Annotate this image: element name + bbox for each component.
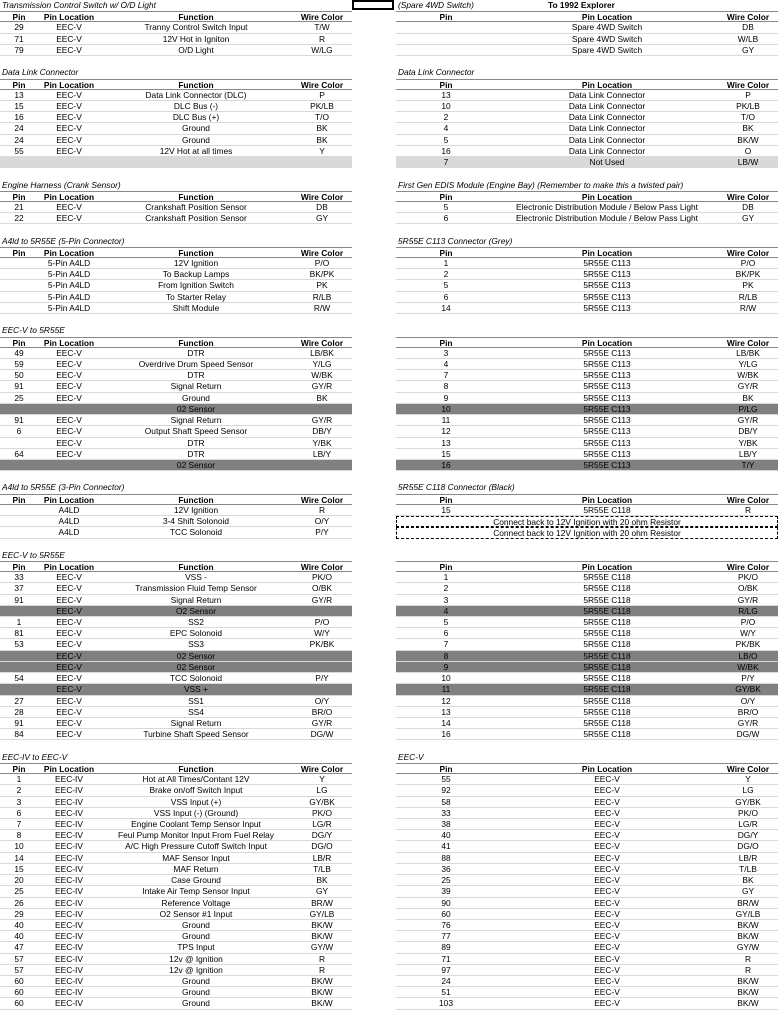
table-row: 6 5R55E C113 R/LB [396, 292, 778, 303]
table-row: EEC-V 02 Sensor [0, 651, 352, 662]
table-row: 50 EEC-V DTR W/BK [0, 370, 352, 381]
table-row: 12 5R55E C113 DB/Y [396, 426, 778, 437]
section-title: EEC-V [398, 751, 424, 762]
column-header-row: Pin Pin Location Wire Color [396, 763, 778, 774]
column-header-row: Pin Pin Location Wire Color [396, 11, 778, 22]
table-row: 13 EEC-V Data Link Connector (DLC) P [0, 90, 352, 101]
table-row: 55 EEC-V Y [396, 774, 778, 785]
section-title: Transmission Control Switch w/ O/D Light [2, 0, 156, 10]
table-row: 60 EEC-V GY/LB [396, 909, 778, 920]
table-row: 59 EEC-V Overdrive Drum Speed Sensor Y/LG [0, 359, 352, 370]
table-row: 6 EEC-IV VSS Input (-) (Ground) PK/O [0, 808, 352, 819]
table-row: 25 EEC-V BK [396, 875, 778, 886]
table-row: 71 EEC-V 12V Hot in Igniton R [0, 34, 352, 45]
table-row: 55 EEC-V 12V Hot at all times Y [0, 146, 352, 157]
table-row: 5 5R55E C118 P/O [396, 617, 778, 628]
table-row: 40 EEC-IV Ground BK/W [0, 920, 352, 931]
table-row: 14 5R55E C113 R/W [396, 303, 778, 314]
table-row: 6 5R55E C118 W/Y [396, 628, 778, 639]
table-row: 27 EEC-V SS1 O/Y [0, 696, 352, 707]
table-row: 10 5R55E C113 P/LG [396, 404, 778, 415]
table-row: 8 5R55E C113 GY/R [396, 381, 778, 392]
table-row: 4 Data Link Connector BK [396, 123, 778, 134]
section-title: Engine Harness (Crank Sensor) [2, 179, 121, 190]
table-row: 2 5R55E C113 BK/PK [396, 269, 778, 280]
table-row: 1 5R55E C118 PK/O [396, 572, 778, 583]
table-row: 7 5R55E C118 PK/BK [396, 639, 778, 650]
table-row: 25 EEC-V Ground BK [0, 393, 352, 404]
left-column [0, 0, 352, 1010]
table-row: 5-Pin A4LD To Starter Relay R/LB [0, 292, 352, 303]
table-row: A4LD TCC Solonoid P/Y [0, 527, 352, 538]
table-row: 4 5R55E C113 Y/LG [396, 359, 778, 370]
table-row: 53 EEC-V SS3 PK/BK [0, 639, 352, 650]
resistor-note: Connect back to 12V Ignition with 20 ohm Resistor [396, 527, 778, 538]
table-row: 1 5R55E C113 P/O [396, 258, 778, 269]
column-header-row: Pin Pin Location Wire Color [396, 247, 778, 258]
table-row: 5 Data Link Connector BK/W [396, 135, 778, 146]
table-row: 77 EEC-V BK/W [396, 931, 778, 942]
table-row: 15 EEC-V DLC Bus (-) PK/LB [0, 101, 352, 112]
section-title: A4ld to 5R55E (5-Pin Connector) [2, 235, 125, 246]
table-row: 02 Sensor [0, 404, 352, 415]
table-row: 3 5R55E C113 LB/BK [396, 348, 778, 359]
section-title: 5R55E C113 Connector (Grey) [398, 235, 513, 246]
table-row: 9 5R55E C118 W/BK [396, 662, 778, 673]
table-row: 57 EEC-IV 12v @ Ignition R [0, 965, 352, 976]
section-title: 5R55E C118 Connector (Black) [398, 482, 515, 493]
column-header-row: Pin Pin Location Function Wire Color [0, 494, 352, 505]
table-row: 12 5R55E C118 O/Y [396, 696, 778, 707]
table-row: 14 EEC-IV MAF Sensor Input LB/R [0, 853, 352, 864]
table-row: 33 EEC-V VSS - PK/O [0, 572, 352, 583]
spacer-row [0, 740, 352, 751]
table-row: 49 EEC-V DTR LB/BK [0, 348, 352, 359]
right-column [396, 0, 778, 1010]
spacer-row [396, 539, 778, 550]
table-row: 84 EEC-V Turbine Shaft Speed Sensor DG/W [0, 729, 352, 740]
table-row: EEC-V 02 Sensor [0, 662, 352, 673]
section-title [396, 0, 778, 11]
table-row: 5 5R55E C113 PK [396, 280, 778, 291]
table-row: 8 5R55E C118 LB/O [396, 651, 778, 662]
table-row: 36 EEC-V T/LB [396, 864, 778, 875]
table-row: 13 5R55E C118 BR/O [396, 707, 778, 718]
table-row: 81 EEC-V EPC Solonoid W/Y [0, 628, 352, 639]
table-row: 7 EEC-IV Engine Coolant Temp Sensor Input LG/R [0, 819, 352, 830]
table-row: 2 5R55E C118 O/BK [396, 583, 778, 594]
spacer-row [396, 224, 778, 235]
resistor-note: Connect back to 12V Ignition with 20 ohm Resistor [396, 516, 778, 527]
table-row: 29 EEC-IV O2 Sensor #1 Input GY/LB [0, 909, 352, 920]
table-row: 90 EEC-V BR/W [396, 898, 778, 909]
table-row: 97 EEC-V R [396, 965, 778, 976]
table-row: 15 5R55E C118 R [396, 505, 778, 516]
table-row: 57 EEC-IV 12v @ Ignition R [0, 954, 352, 965]
table-row: 91 EEC-V Signal Return GY/R [0, 381, 352, 392]
spacer-row [0, 539, 352, 550]
column-header-row: Pin Pin Location Wire Color [396, 337, 778, 348]
table-row: 89 EEC-V GY/W [396, 942, 778, 953]
table-row: 92 EEC-V LG [396, 785, 778, 796]
spacer-row [0, 224, 352, 235]
table-row: 103 EEC-V BK/W [396, 998, 778, 1009]
column-header-row: Pin Pin Location Function Wire Color [0, 247, 352, 258]
table-row: 15 EEC-IV MAF Return T/LB [0, 864, 352, 875]
spacer-row [396, 56, 778, 67]
table-row: 91 EEC-V Signal Return GY/R [0, 595, 352, 606]
spare-switch-title: (Spare 4WD Switch) [398, 0, 474, 10]
table-row: EEC-V O2 Sensor [0, 606, 352, 617]
table-row: 21 EEC-V Crankshaft Position Sensor DB [0, 202, 352, 213]
table-row: 5 Electronic Distribution Module / Below Pass Light DB [396, 202, 778, 213]
section-title: Data Link Connector [398, 67, 475, 78]
section-title [396, 325, 778, 336]
table-row: 16 5R55E C118 DG/W [396, 729, 778, 740]
spacer-row [396, 314, 778, 325]
table-row: 76 EEC-V BK/W [396, 920, 778, 931]
table-row: 11 5R55E C113 GY/R [396, 415, 778, 426]
table-row: 40 EEC-V DG/Y [396, 830, 778, 841]
table-row: 2 EEC-IV Brake on/off Switch Input LG [0, 785, 352, 796]
spacer-row [396, 471, 778, 482]
table-row: 7 5R55E C113 W/BK [396, 370, 778, 381]
section-title: EEC-V to 5R55E [2, 549, 65, 560]
column-header-row: Pin Pin Location Wire Color [396, 191, 778, 202]
table-row: 60 EEC-IV Ground BK/W [0, 998, 352, 1009]
table-row: 79 EEC-V O/D Light W/LG [0, 45, 352, 56]
table-row: 8 EEC-IV Feul Pump Monitor Input From Fuel Relay DG/Y [0, 830, 352, 841]
table-row: 13 Data Link Connector P [396, 90, 778, 101]
section-title [396, 550, 778, 561]
table-row: 5-Pin A4LD 12V Ignition P/O [0, 258, 352, 269]
table-row: 91 EEC-V Signal Return GY/R [0, 415, 352, 426]
table-row: 14 5R55E C118 GY/R [396, 718, 778, 729]
table-row: 60 EEC-IV Ground BK/W [0, 976, 352, 987]
table-row: 20 EEC-IV Case Ground BK [0, 875, 352, 886]
table-row: 41 EEC-V DG/O [396, 841, 778, 852]
table-row: EEC-V DTR Y/BK [0, 438, 352, 449]
column-header-row: Pin Pin Location Function Wire Color [0, 11, 352, 22]
table-row: A4LD 3-4 Shift Solonoid O/Y [0, 516, 352, 527]
column-header-row: Pin Pin Location Wire Color [396, 494, 778, 505]
table-row: EEC-V VSS + [0, 684, 352, 695]
spacer-row [0, 56, 352, 67]
table-row: 58 EEC-V GY/BK [396, 797, 778, 808]
section-title: Data Link Connector [2, 67, 79, 78]
table-row: 13 5R55E C113 Y/BK [396, 438, 778, 449]
column-header-row: Pin Pin Location Function Wire Color [0, 79, 352, 90]
table-row: 38 EEC-V LG/R [396, 819, 778, 830]
table-row: Spare 4WD Switch W/LB [396, 34, 778, 45]
table-row: 02 Sensor [0, 460, 352, 471]
table-row: 24 EEC-V BK/W [396, 976, 778, 987]
table-row: 40 EEC-IV Ground BK/W [0, 931, 352, 942]
section-title: EEC-IV to EEC-V [2, 751, 68, 762]
table-row: 9 5R55E C113 BK [396, 393, 778, 404]
table-row: 3 5R55E C118 GY/R [396, 595, 778, 606]
spacer-row [396, 740, 778, 751]
table-row: Spare 4WD Switch DB [396, 22, 778, 33]
table-row: 22 EEC-V Crankshaft Position Sensor GY [0, 213, 352, 224]
table-row: 71 EEC-V R [396, 954, 778, 965]
section-title: First Gen EDIS Module (Engine Bay) (Remember to make this a twisted pair) [398, 179, 684, 190]
explorer-subtitle: To 1992 Explorer [548, 0, 615, 10]
spacer-row [0, 471, 352, 482]
table-row: 24 EEC-V Ground BK [0, 123, 352, 134]
table-row: 1 EEC-V SS2 P/O [0, 617, 352, 628]
table-row: 2 Data Link Connector T/O [396, 112, 778, 123]
table-row: 15 5R55E C113 LB/Y [396, 449, 778, 460]
table-row: 4 5R55E C118 R/LG [396, 606, 778, 617]
table-row: 29 EEC-V Tranny Control Switch Input T/W [0, 22, 352, 33]
table-row [0, 157, 352, 168]
table-row: 91 EEC-V Signal Return GY/R [0, 718, 352, 729]
column-header-row: Pin Pin Location Function Wire Color [0, 763, 352, 774]
column-header-row: Pin Pin Location Function Wire Color [0, 191, 352, 202]
table-row: 10 Data Link Connector PK/LB [396, 101, 778, 112]
table-row: 51 EEC-V BK/W [396, 987, 778, 998]
column-header-row: Pin Pin Location Wire Color [396, 79, 778, 90]
table-row: 10 5R55E C118 P/Y [396, 673, 778, 684]
table-row: 5-Pin A4LD To Backup Lamps BK/PK [0, 269, 352, 280]
section-title: EEC-V to 5R55E [2, 325, 65, 336]
table-row: 24 EEC-V Ground BK [0, 135, 352, 146]
table-row: 64 EEC-V DTR LB/Y [0, 449, 352, 460]
table-row: 37 EEC-V Transmission Fluid Temp Sensor O/BK [0, 583, 352, 594]
table-row: 39 EEC-V GY [396, 886, 778, 897]
spacer-row [0, 314, 352, 325]
table-row: 7 Not Used LB/W [396, 157, 778, 168]
table-row: 25 EEC-IV Intake Air Temp Sensor Input GY [0, 886, 352, 897]
spacer-row [0, 168, 352, 179]
table-row: 60 EEC-IV Ground BK/W [0, 987, 352, 998]
table-row: Spare 4WD Switch GY [396, 45, 778, 56]
column-header-row: Pin Pin Location Function Wire Color [0, 337, 352, 348]
table-row: A4LD 12V Ignition R [0, 505, 352, 516]
table-row: 16 EEC-V DLC Bus (+) T/O [0, 112, 352, 123]
table-row: 47 EEC-IV TPS Input GY/W [0, 942, 352, 953]
name-box[interactable] [352, 0, 394, 10]
table-row: 3 EEC-IV VSS Input (+) GY/BK [0, 797, 352, 808]
column-header-row: Pin Pin Location Function Wire Color [0, 561, 352, 572]
table-row: 10 EEC-IV A/C High Pressure Cutoff Switch Input DG/O [0, 841, 352, 852]
table-row: 88 EEC-V LB/R [396, 853, 778, 864]
table-row: 1 EEC-IV Hot at All Times/Contant 12V Y [0, 774, 352, 785]
table-row: 28 EEC-V SS4 BR/O [0, 707, 352, 718]
table-row: 33 EEC-V PK/O [396, 808, 778, 819]
table-row: 5-Pin A4LD From Ignition Switch PK [0, 280, 352, 291]
spacer-row [396, 168, 778, 179]
table-row: 16 5R55E C113 T/Y [396, 460, 778, 471]
table-row: 16 Data Link Connector O [396, 146, 778, 157]
column-header-row: Pin Pin Location Wire Color [396, 561, 778, 572]
table-row: 6 Electronic Distribution Module / Below Pass Light GY [396, 213, 778, 224]
table-row: 5-Pin A4LD Shift Module R/W [0, 303, 352, 314]
table-row: 54 EEC-V TCC Solonoid P/Y [0, 673, 352, 684]
table-row: 6 EEC-V Output Shaft Speed Sensor DB/Y [0, 426, 352, 437]
table-row: 26 EEC-IV Reference Voltage BR/W [0, 898, 352, 909]
table-row: 11 5R55E C118 GY/BK [396, 684, 778, 695]
section-title: A4ld to 5R55E (3-Pin Connector) [2, 482, 125, 493]
